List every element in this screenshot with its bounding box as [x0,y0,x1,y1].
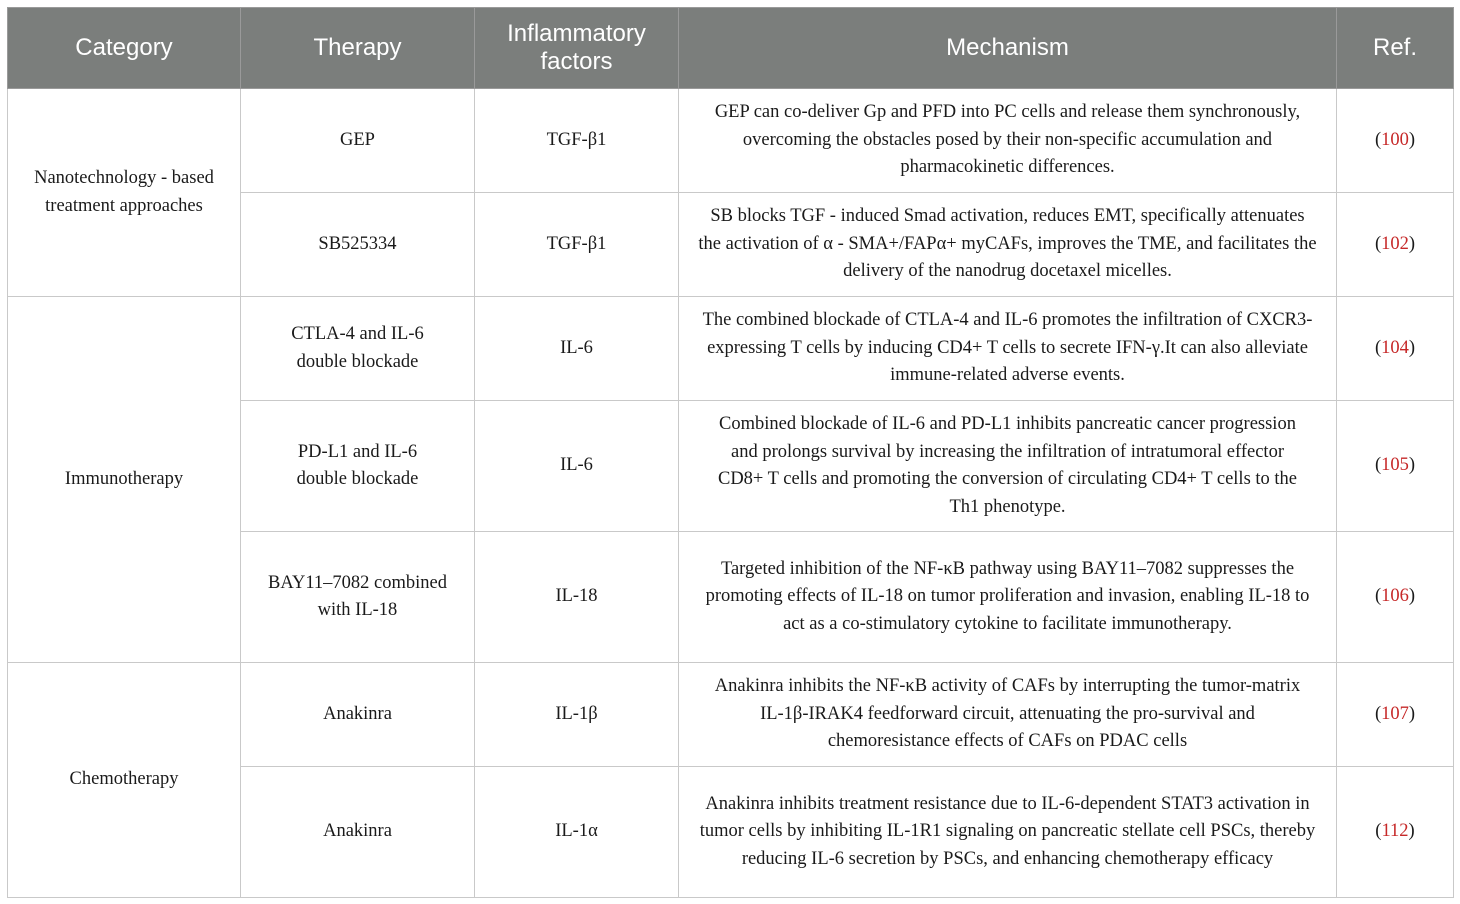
factor-cell: TGF-β1 [475,193,679,297]
table-row [8,297,1454,401]
mechanism-cell: SB blocks TGF - induced Smad activation, reduces EMT, specifically attenuates the activation of α - SMA+/FAPα+ myCAFs, improves the TME, and facilitates the delivery of the nanodrug docetaxel micelles. [679,193,1337,297]
therapy-cell: BAY11–7082 combined with IL-18 [241,532,475,663]
table-row [8,663,1454,767]
therapy-cell: SB525334 [241,193,475,297]
category-cell: Chemotherapy [8,663,241,898]
table-container [7,7,1454,898]
therapy-cell: CTLA-4 and IL-6 double blockade [241,297,475,401]
ref-link[interactable]: 107 [1381,703,1409,724]
therapy-cell: GEP [241,89,475,193]
factor-cell: TGF-β1 [475,89,679,193]
therapy-cell: Anakinra [241,663,475,767]
mechanism-cell: Targeted inhibition of the NF-κB pathway using BAY11–7082 suppresses the promoting effects of IL-18 on tumor proliferation and invasion, enabling IL-18 to act as a co-stimulatory cytokine to facilitate immunotherapy. [679,532,1337,663]
mechanism-cell: Anakinra inhibits the NF-κB activity of CAFs by interrupting the tumor-matrix IL-1β-IRAK4 feedforward circuit, attenuating the pro-survival and chemoresistance effects of CAFs on PDAC cells [679,663,1337,767]
factor-cell: IL-6 [475,401,679,532]
ref-link[interactable]: 102 [1381,233,1409,254]
ref-cell: (104) [1337,297,1454,401]
ref-cell: (102) [1337,193,1454,297]
ref-link[interactable]: 105 [1381,455,1409,476]
therapy-cell: PD-L1 and IL-6 double blockade [241,401,475,532]
ref-link[interactable]: 106 [1381,586,1409,607]
therapy-table [7,7,1454,898]
header-therapy: Therapy [241,8,475,89]
factor-cell: IL-1β [475,663,679,767]
table-row [8,89,1454,193]
therapy-cell: Anakinra [241,767,475,898]
ref-link[interactable]: 112 [1381,821,1409,842]
header-ref: Ref. [1337,8,1454,89]
table-body [8,89,1454,898]
ref-link[interactable]: 104 [1381,337,1409,358]
ref-cell: (100) [1337,89,1454,193]
mechanism-cell: Anakinra inhibits treatment resistance due to IL-6-dependent STAT3 activation in tumor cells by inhibiting IL-1R1 signaling on pancreatic stellate cell PSCs, thereby reducing IL-6 secretion by PSCs, and enhancing chemotherapy efficacy [679,767,1337,898]
header-inflammatory-factors: Inflammatory factors [475,8,679,89]
factor-cell: IL-1α [475,767,679,898]
header-mechanism: Mechanism [679,8,1337,89]
factor-cell: IL-6 [475,297,679,401]
ref-link[interactable]: 100 [1381,129,1409,150]
category-cell: Nanotechnology - based treatment approaches [8,89,241,297]
factor-cell: IL-18 [475,532,679,663]
mechanism-cell: GEP can co-deliver Gp and PFD into PC cells and release them synchronously, overcoming the obstacles posed by their non-specific accumulation and pharmacokinetic differences. [679,89,1337,193]
ref-cell: (106) [1337,532,1454,663]
category-cell: Immunotherapy [8,297,241,663]
ref-cell: (105) [1337,401,1454,532]
header-row [8,8,1454,89]
ref-cell: (107) [1337,663,1454,767]
mechanism-cell: Combined blockade of IL-6 and PD-L1 inhibits pancreatic cancer progression and prolongs survival by increasing the infiltration of intratumoral effector CD8+ T cells and promoting the conversion of circulating CD4+ T cells to the Th1 phenotype. [679,401,1337,532]
table-header [8,8,1454,89]
mechanism-cell: The combined blockade of CTLA-4 and IL-6 promotes the infiltration of CXCR3-expressing T cells by inducing CD4+ T cells to secrete IFN-γ.It can also alleviate immune-related adverse events. [679,297,1337,401]
header-category: Category [8,8,241,89]
ref-cell: (112) [1337,767,1454,898]
